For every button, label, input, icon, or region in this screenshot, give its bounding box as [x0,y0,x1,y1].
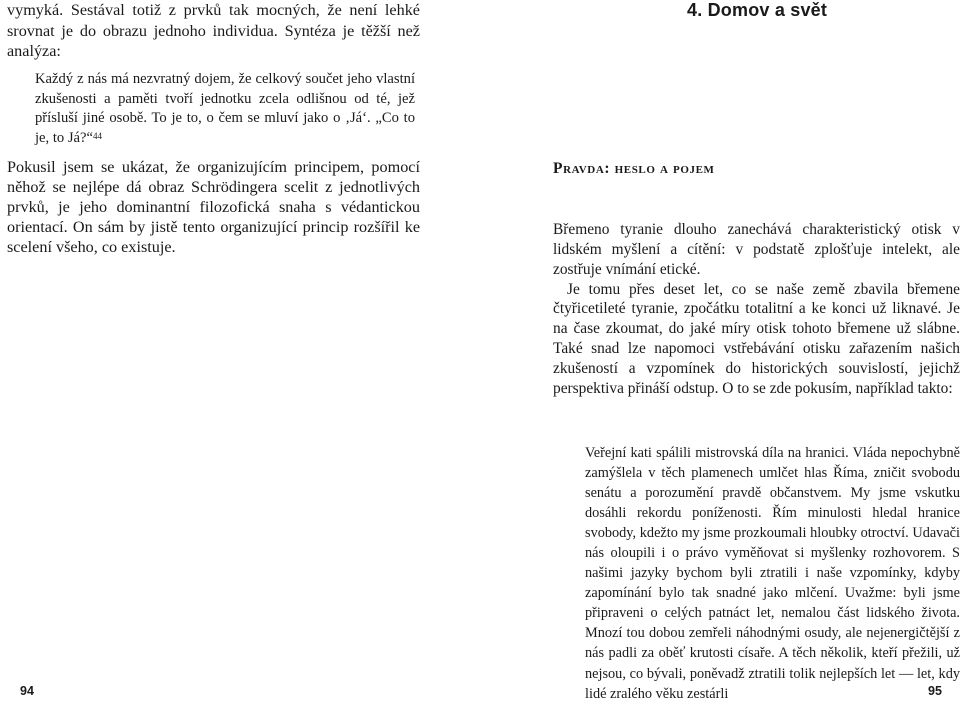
page-number: 94 [20,684,34,698]
block-quote: Veřejní kati spálili mistrovská díla na hranici. Vláda nepochybně zamýšlela v těch plamenech umlčet hlas Říma, zničit svobodu senátu a porozumění pravdě občanstvem. My jsme vskutku dosáhli rekordu poníženosti. Řím minulosti hledal hranice svobody, kdežto my jsme prozkoumali hloubky otroctví. Udavači nás oloupili i o právo vyměňovat si myšlenky rozhovorem. S našimi jazyky bychom byli ztratili i naše vzpomínky, kdyby zapomínání bylo tak snadné jako mlčení. Uvažme: byli jsme připraveni o celých patnáct let, nemalou část lidského života. Mnozí tou dobou zemřeli náhodnými osudy, ale nejenergičtější z nás padli za oběť krutosti císaře. A těch několik, kteří přežili, už nejsou, co bývali, poněvadž ztratili tolik nejlepších let — let, kdy lidé zralého věku zestárli [585,445,960,702]
section-heading: Pravda: heslo a pojem [553,160,715,177]
quote-text: Každý z nás má nezvratný dojem, že celkový součet jeho vlastní zkušenosti a paměti tvoří jednotku zcela odlišnou od té, jež přísluší jiné osobě. To je to, o čem se mluví jako o ‚Já‘. „Co to je, to Já?“ [35,71,415,147]
body-paragraph: Je tomu přes deset let, co se naše země zbavila břemene čtyřicetileté tyranie, zpočátku totalitní a ke konci už liknavé. Je na čase zkoumat, do jaké míry otisk tohoto břemene už slábne. Také snad lze napomoci vstřebávání otisku zařazením našich zkušeností a vzpomínek do historických souvislostí, jejichž perspektiva přináší odstup. O to se zde pokusím, například takto: [553,280,960,397]
chapter-title: 4. Domov a svět [687,0,828,20]
continuation-paragraph: vymyká. Sestával totiž z prvků tak mocných, že není lehké srovnat je do obrazu jednoho individua. Syntéza je těžší než analýza: [7,1,420,60]
section-body [553,220,960,399]
block-quote [35,70,415,149]
body-paragraph: Břemeno tyranie dlouho zanechává charakteristický otisk v lidském myšlení a cítění: v podstatě zplošťuje intelekt, ale zostřuje vnímání etické. [553,221,960,278]
left-page [0,0,470,699]
body-paragraph: Pokusil jsem se ukázat, že organizujícím principem, pomocí něhož se nejlépe dá obraz Schrödingera scelit z jednotlivých prvků, je jeho dominantní filozofická snaha s védantickou orientací. On sám by jistě tento organizující princip rozšířil ke scelení všeho, co existuje. [7,158,420,256]
page-number: 95 [928,684,942,698]
footnote-ref[interactable]: 44 [92,131,102,142]
right-page [488,0,960,702]
